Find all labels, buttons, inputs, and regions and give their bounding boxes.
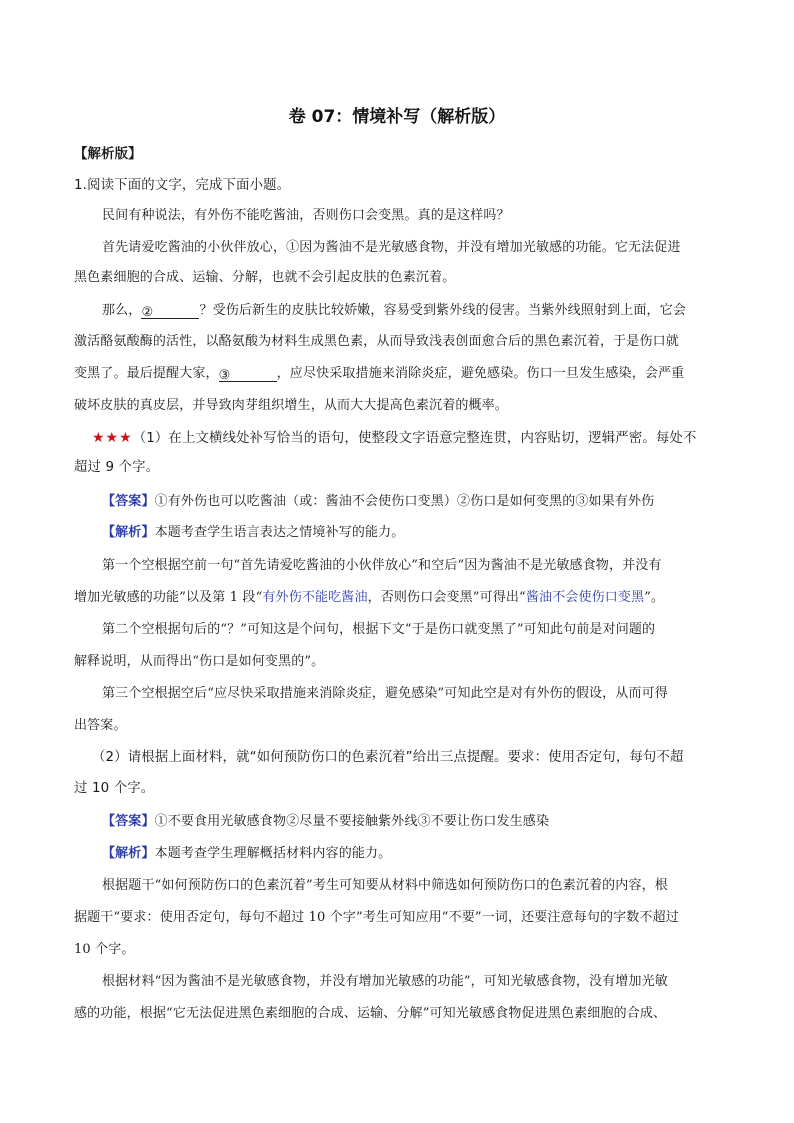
q2-answer [102, 812, 549, 832]
q2-analysis-2-line1: 根据材料“因为酱油不是光敏感食物，并没有增加光敏感的功能”，可知光敏感食物，没有增加光敏 [102, 974, 668, 989]
passage-p3-line3 [74, 364, 684, 384]
q1-analysis-3-line2: 出答案。 [74, 718, 127, 733]
analysis-text: ”。 [644, 590, 665, 605]
answer-text: ①有外伤也可以吃酱油（或：酱油不会使伤口变黑）②伤口是如何变黑的③如果有外伤 [154, 494, 655, 509]
q1-answer [102, 492, 654, 512]
q1-analysis-3-line1: 第三个空根据空后“应尽快采取措施来消除炎症，避免感染”可知此空是对有外伤的假设，从而可得 [102, 686, 668, 701]
q2-analysis-1-line2: 据题干“要求：使用否定句，每句不超过 10 个字”考生可知应用“不要”一词，还要注意每句的字数不超过 [74, 910, 679, 925]
q2-analysis-1-line1: 根据题干“如何预防伤口的色素沉着”考生可知要从材料中筛选如何预防伤口的色素沉着的内容，根 [102, 878, 668, 893]
q2-prompt-line2: 过 10 个字。 [74, 781, 155, 796]
analysis-text: 本题考查学生语言表达之情境补写的能力。 [154, 525, 405, 540]
difficulty-stars: ★★★ [92, 430, 133, 446]
analysis-text: 增加光敏感的功能”以及第 1 段“ [74, 590, 263, 605]
passage-p3-line2: 激活酪氨酸酶的活性，以酪氨酸为材料生成黑色素，从而导致浅表创面愈合后的黑色素沉着，于是伤口就 [74, 334, 679, 349]
q1-analysis-2-line1: 第二个空根据句后的“？”可知这是个问句，根据下文“于是伤口就变黑了”可知此句前是对问题的 [102, 622, 656, 637]
passage-p1: 民间有种说法，有外伤不能吃酱油，否则伤口会变黑。真的是这样吗？ [102, 208, 510, 223]
blank-label: ② [141, 305, 154, 320]
analysis-tag: 【解析】 [102, 525, 155, 540]
answer-text: ①不要食用光敏感食物②尽量不要接触紫外线③不要让伤口发生感染 [154, 814, 550, 829]
q1-analysis-1-line2 [74, 588, 664, 608]
passage-text: 那么， [102, 303, 142, 318]
passage-text: ，应尽快采取措施来消除炎症，避免感染。伤口一旦发生感染，会严重 [276, 366, 685, 381]
blank-label: ③ [218, 368, 231, 383]
blank-2 [141, 303, 199, 319]
blank-3 [219, 366, 277, 382]
highlight-text: 有外伤不能吃酱油 [262, 590, 368, 605]
highlight-text: 酱油不会使伤口变黑 [525, 590, 645, 605]
q1-prompt-line2: 超过 9 个字。 [74, 460, 160, 475]
passage-p3-line1 [102, 301, 686, 321]
q1-analysis [102, 523, 404, 543]
analysis-text: ，否则伤口会变黑”可得出“ [367, 590, 526, 605]
passage-text: 变黑了。最后提醒大家， [74, 366, 219, 381]
passage-text: ？受伤后新生的皮肤比较娇嫩，容易受到紫外线的侵害。当紫外线照射到上面，它会 [199, 303, 687, 318]
analysis-text: 本题考查学生理解概括材料内容的能力。 [154, 846, 392, 861]
analysis-tag: 【解析】 [102, 846, 155, 861]
q1-analysis-2-line2: 解释说明，从而得出“伤口是如何变黑的”。 [74, 654, 325, 669]
q1-analysis-1-line1: 第一个空根据空前一句“首先请爱吃酱油的小伙伴放心”和空后“因为酱油不是光敏感食物，并没有 [102, 558, 662, 573]
question-intro: 1.阅读下面的文字，完成下面小题。 [74, 178, 291, 193]
answer-tag: 【答案】 [102, 494, 155, 509]
passage-p2-line1: 首先请爱吃酱油的小伙伴放心，①因为酱油不是光敏感食物，并没有增加光敏感的功能。它无法促进 [102, 240, 681, 255]
passage-p2-line2: 黑色素细胞的合成、运输、分解，也就不会引起皮肤的色素沉着。 [74, 270, 456, 285]
answer-tag: 【答案】 [102, 814, 155, 829]
page-title: 卷 07：情境补写（解析版） [288, 107, 506, 127]
q2-analysis-1-line3: 10 个字。 [74, 942, 135, 957]
passage-p3-line4: 破坏皮肤的真皮层，并导致肉芽组织增生，从而大大提高色素沉着的概率。 [74, 398, 508, 413]
q2-analysis-2-line2: 感的功能，根据“它无法促进黑色素细胞的合成、运输、分解”可知光敏感食物促进黑色素细胞的合成、 [74, 1006, 667, 1021]
q2-prompt-line1: （2）请根据上面材料，就“如何预防伤口的色素沉着”给出三点提醒。要求：使用否定句，每句不超 [92, 750, 684, 765]
q2-analysis [102, 844, 391, 864]
q1-prompt-text: （1）在上文横线处补写恰当的语句，使整段文字语意完整连贯，内容贴切，逻辑严密。每处不 [132, 431, 697, 446]
q1-prompt-line1 [92, 428, 697, 449]
section-label: 【解析版】 [74, 147, 142, 162]
